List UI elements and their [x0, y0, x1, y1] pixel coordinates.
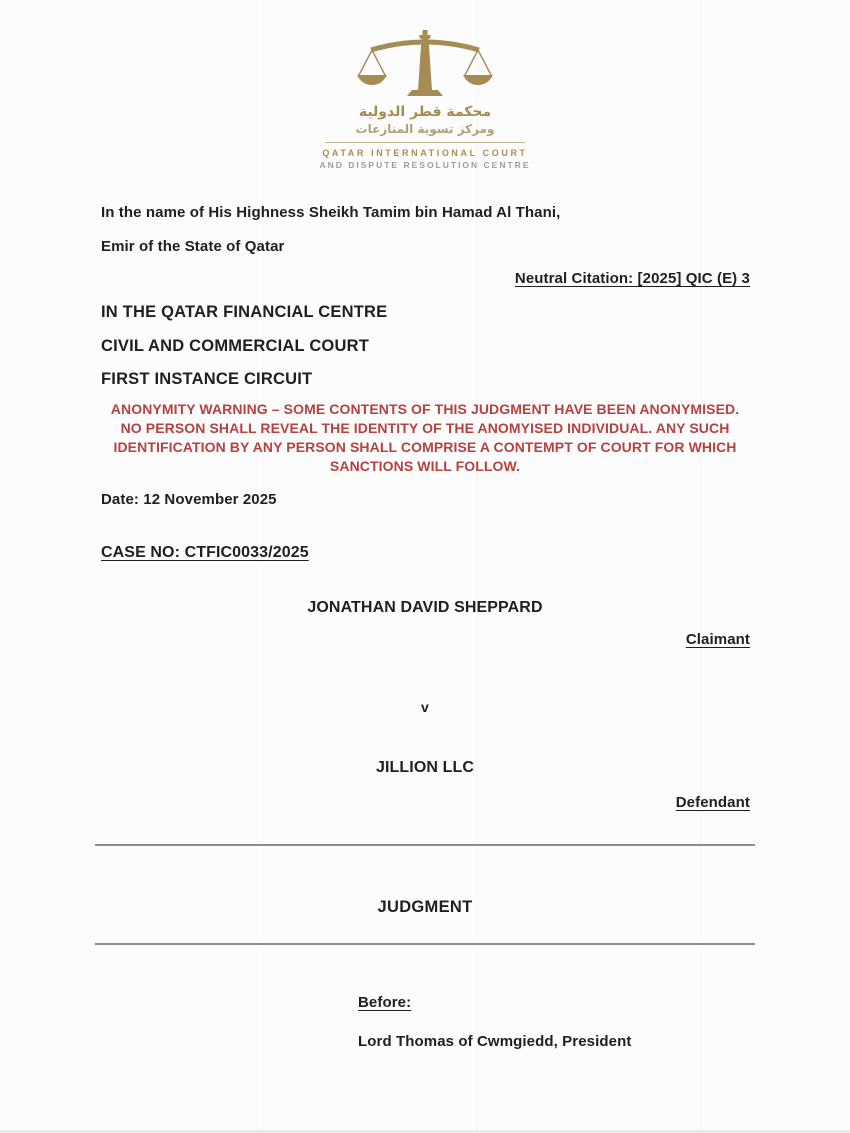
logo-divider — [325, 142, 525, 143]
claimant-name: JONATHAN DAVID SHEPPARD — [307, 599, 543, 616]
court-heading-line-1: IN THE QATAR FINANCIAL CENTRE — [101, 303, 388, 321]
date-line: Date: 12 November 2025 — [101, 491, 277, 508]
logo-english-subtitle: AND DISPUTE RESOLUTION CENTRE — [319, 160, 531, 170]
scales-of-justice-icon — [355, 30, 495, 100]
preamble-line-1: In the name of His Highness Sheikh Tamim bin Hamad Al Thani, — [101, 204, 561, 221]
case-number: CASE NO: CTFIC0033/2025 — [101, 544, 309, 561]
court-logo — [0, 30, 850, 171]
anonymity-warning: ANONYMITY WARNING – SOME CONTENTS OF THIS JUDGMENT HAVE BEEN ANONYMISED. NO PERSON SHALL REVEAL THE IDENTITY OF THE ANOMYISED INDIVIDUAL. ANY SUCH IDENTIFICATION BY ANY PERSON SHALL COMPRISE A CONTEMPT OF COURT FOR WHICH SANCTIONS WILL FOLLOW. — [110, 401, 740, 474]
claimant-label: Claimant — [685, 631, 750, 648]
neutral-citation: Neutral Citation: [2025] QIC (E) 3 — [514, 270, 750, 287]
before-label: Before: — [358, 994, 412, 1011]
horizontal-rule-top — [95, 844, 755, 846]
judge-name: Lord Thomas of Cwmgiedd, President — [358, 1033, 632, 1050]
logo-english-title: QATAR INTERNATIONAL COURT — [322, 148, 528, 158]
preamble-line-2: Emir of the State of Qatar — [101, 238, 285, 255]
defendant-name: JILLION LLC — [376, 759, 474, 776]
court-heading-line-3: FIRST INSTANCE CIRCUIT — [101, 370, 313, 388]
logo-arabic-title: محكمة قطر الدولية — [358, 104, 492, 120]
court-heading-line-2: CIVIL AND COMMERCIAL COURT — [101, 337, 369, 355]
judgment-heading: JUDGMENT — [377, 898, 473, 916]
logo-arabic-subtitle: ومركز تسوية المنازعات — [355, 122, 495, 136]
defendant-label: Defendant — [675, 794, 750, 811]
horizontal-rule-bottom — [95, 943, 755, 945]
versus-marker: v — [421, 699, 429, 715]
